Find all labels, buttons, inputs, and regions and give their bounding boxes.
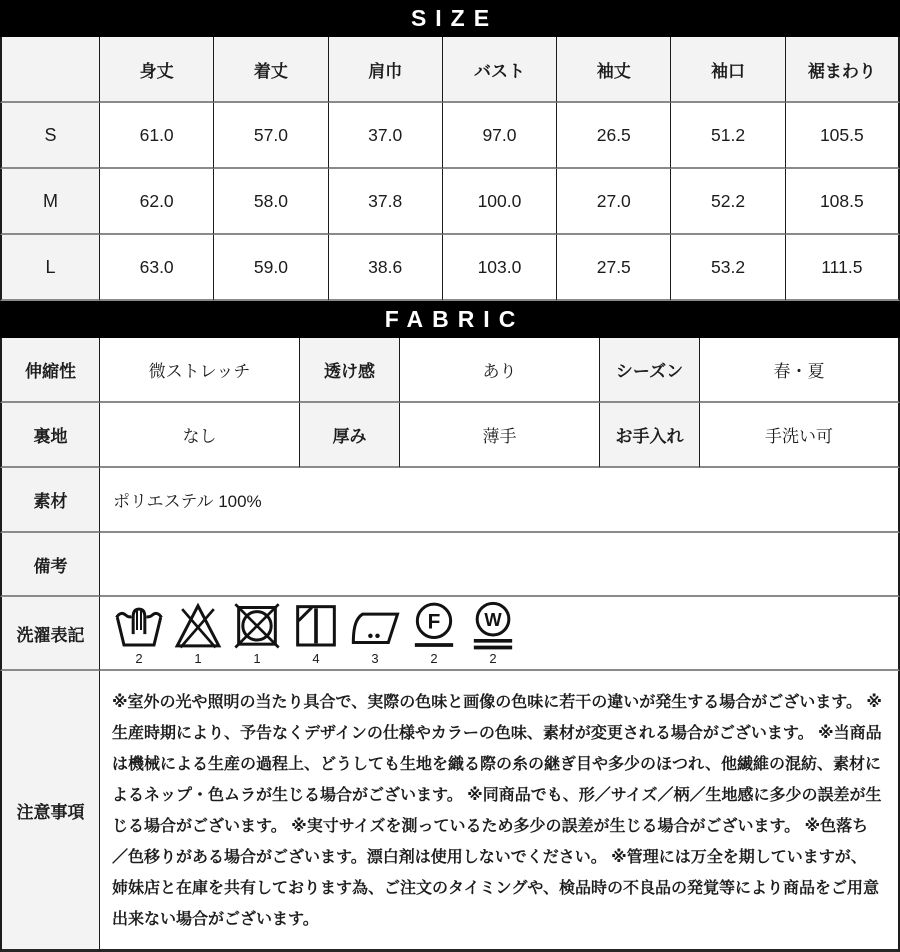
care-icon-count: 2 (430, 651, 438, 666)
size-cell: 37.8 (329, 169, 443, 235)
fabric-section-title: FABRIC (384, 306, 525, 332)
size-cell: 51.2 (671, 103, 785, 169)
size-row-s (0, 103, 900, 169)
size-col-header: 袖丈 (557, 37, 671, 103)
fabric-attr-value: あり (400, 338, 600, 403)
size-col-header: 肩巾 (329, 37, 443, 103)
size-section-header (0, 0, 900, 37)
care-icon-count: 1 (253, 651, 261, 666)
material-row (0, 468, 900, 533)
hand-wash-icon (114, 600, 164, 650)
care-icon-block (467, 600, 519, 666)
notes-label: 注意事項 (0, 671, 100, 952)
size-cell: 59.0 (214, 235, 328, 301)
size-col-header: 裾まわり (786, 37, 900, 103)
size-cell: 52.2 (671, 169, 785, 235)
fabric-attr-row (0, 338, 900, 403)
care-icon-block (290, 600, 342, 666)
wet-clean-w-icon (468, 600, 518, 650)
care-icon-block (172, 600, 224, 666)
care-row (0, 597, 900, 671)
notes-text: ※室外の光や照明の当たり具合で、実際の色味と画像の色味に若干の違いが発生する場合がございます。 ※生産時期により、予告なくデザインの仕様やカラーの色味、素材が変更される場合がございます。 ※当商品は機械による生産の過程上、どうしても生地を織る際の糸の継ぎ目や多少のほつれ、他繊維の混紡、素材によるネップ・色ムラが生じる場合がございます。 ※同商品でも、形／サイズ／柄／生地感に多少の誤差が生じる場合がございます。 ※実寸サイズを測っているため多少の誤差が生じる場合がございます。 ※色落ち／色移りがある場合がございます。漂白剤は使用しないでください。 ※管理には万全を期していますが、姉妹店と在庫を共有しております為、ご注文のタイミングや、検品時の不良品の発覚等により商品をご用意出来ない場合がございます。 (100, 671, 900, 952)
fabric-attr-value: 微ストレッチ (100, 338, 300, 403)
fabric-attr-label: 伸縮性 (0, 338, 100, 403)
size-corner-cell (0, 37, 100, 103)
size-col-header: 袖口 (671, 37, 785, 103)
care-icon-block (231, 600, 283, 666)
do-not-tumble-dry-icon (232, 600, 282, 650)
size-cell: 58.0 (214, 169, 328, 235)
svg-text:W: W (484, 608, 502, 630)
care-symbols-cell (100, 597, 900, 671)
care-icon-count: 3 (371, 651, 379, 666)
care-icon-count: 4 (312, 651, 320, 666)
fabric-attr-value: 春・夏 (700, 338, 900, 403)
fabric-table (0, 338, 900, 952)
fabric-attr-label: 透け感 (300, 338, 400, 403)
size-cell: 27.5 (557, 235, 671, 301)
care-icon-count: 2 (489, 651, 497, 666)
size-cell: 53.2 (671, 235, 785, 301)
size-cell: 111.5 (786, 235, 900, 301)
do-not-bleach-icon (173, 600, 223, 650)
line-dry-in-shade-icon (291, 600, 341, 650)
fabric-attr-row (0, 403, 900, 468)
size-cell: 108.5 (786, 169, 900, 235)
care-icon-block (113, 600, 165, 666)
size-row-label: L (0, 235, 100, 301)
size-cell: 105.5 (786, 103, 900, 169)
size-col-header: 身丈 (100, 37, 214, 103)
size-row-l (0, 235, 900, 301)
material-value: ポリエステル 100% (100, 468, 900, 533)
care-icon-count: 2 (135, 651, 143, 666)
size-row-label: M (0, 169, 100, 235)
size-cell: 37.0 (329, 103, 443, 169)
fabric-attr-value: 薄手 (400, 403, 600, 468)
size-col-header: バスト (443, 37, 557, 103)
size-table (0, 37, 900, 301)
svg-text:F: F (427, 610, 441, 634)
size-cell: 63.0 (100, 235, 214, 301)
fabric-attr-label: お手入れ (600, 403, 700, 468)
material-label: 素材 (0, 468, 100, 533)
remarks-row (0, 533, 900, 597)
size-cell: 61.0 (100, 103, 214, 169)
iron-medium-icon (350, 600, 400, 650)
size-row-label: S (0, 103, 100, 169)
size-cell: 97.0 (443, 103, 557, 169)
notes-row (0, 671, 900, 952)
size-table-header-row (0, 37, 900, 103)
fabric-attr-value: 手洗い可 (700, 403, 900, 468)
size-row-m (0, 169, 900, 235)
size-cell: 26.5 (557, 103, 671, 169)
size-col-header: 着丈 (214, 37, 328, 103)
care-icons (113, 600, 897, 666)
size-cell: 57.0 (214, 103, 328, 169)
care-label: 洗濯表記 (0, 597, 100, 671)
fabric-attr-label: シーズン (600, 338, 700, 403)
size-cell: 103.0 (443, 235, 557, 301)
fabric-section-header (0, 301, 900, 338)
size-section-title: SIZE (410, 5, 499, 31)
remarks-value (100, 533, 900, 597)
fabric-attr-label: 裏地 (0, 403, 100, 468)
care-icon-count: 1 (194, 651, 202, 666)
care-icon-block (349, 600, 401, 666)
size-cell: 62.0 (100, 169, 214, 235)
size-cell: 27.0 (557, 169, 671, 235)
size-cell: 100.0 (443, 169, 557, 235)
size-cell: 38.6 (329, 235, 443, 301)
fabric-attr-label: 厚み (300, 403, 400, 468)
remarks-label: 備考 (0, 533, 100, 597)
care-icon-block (408, 600, 460, 666)
fabric-attr-value: なし (100, 403, 300, 468)
dry-clean-f-icon (409, 600, 459, 650)
